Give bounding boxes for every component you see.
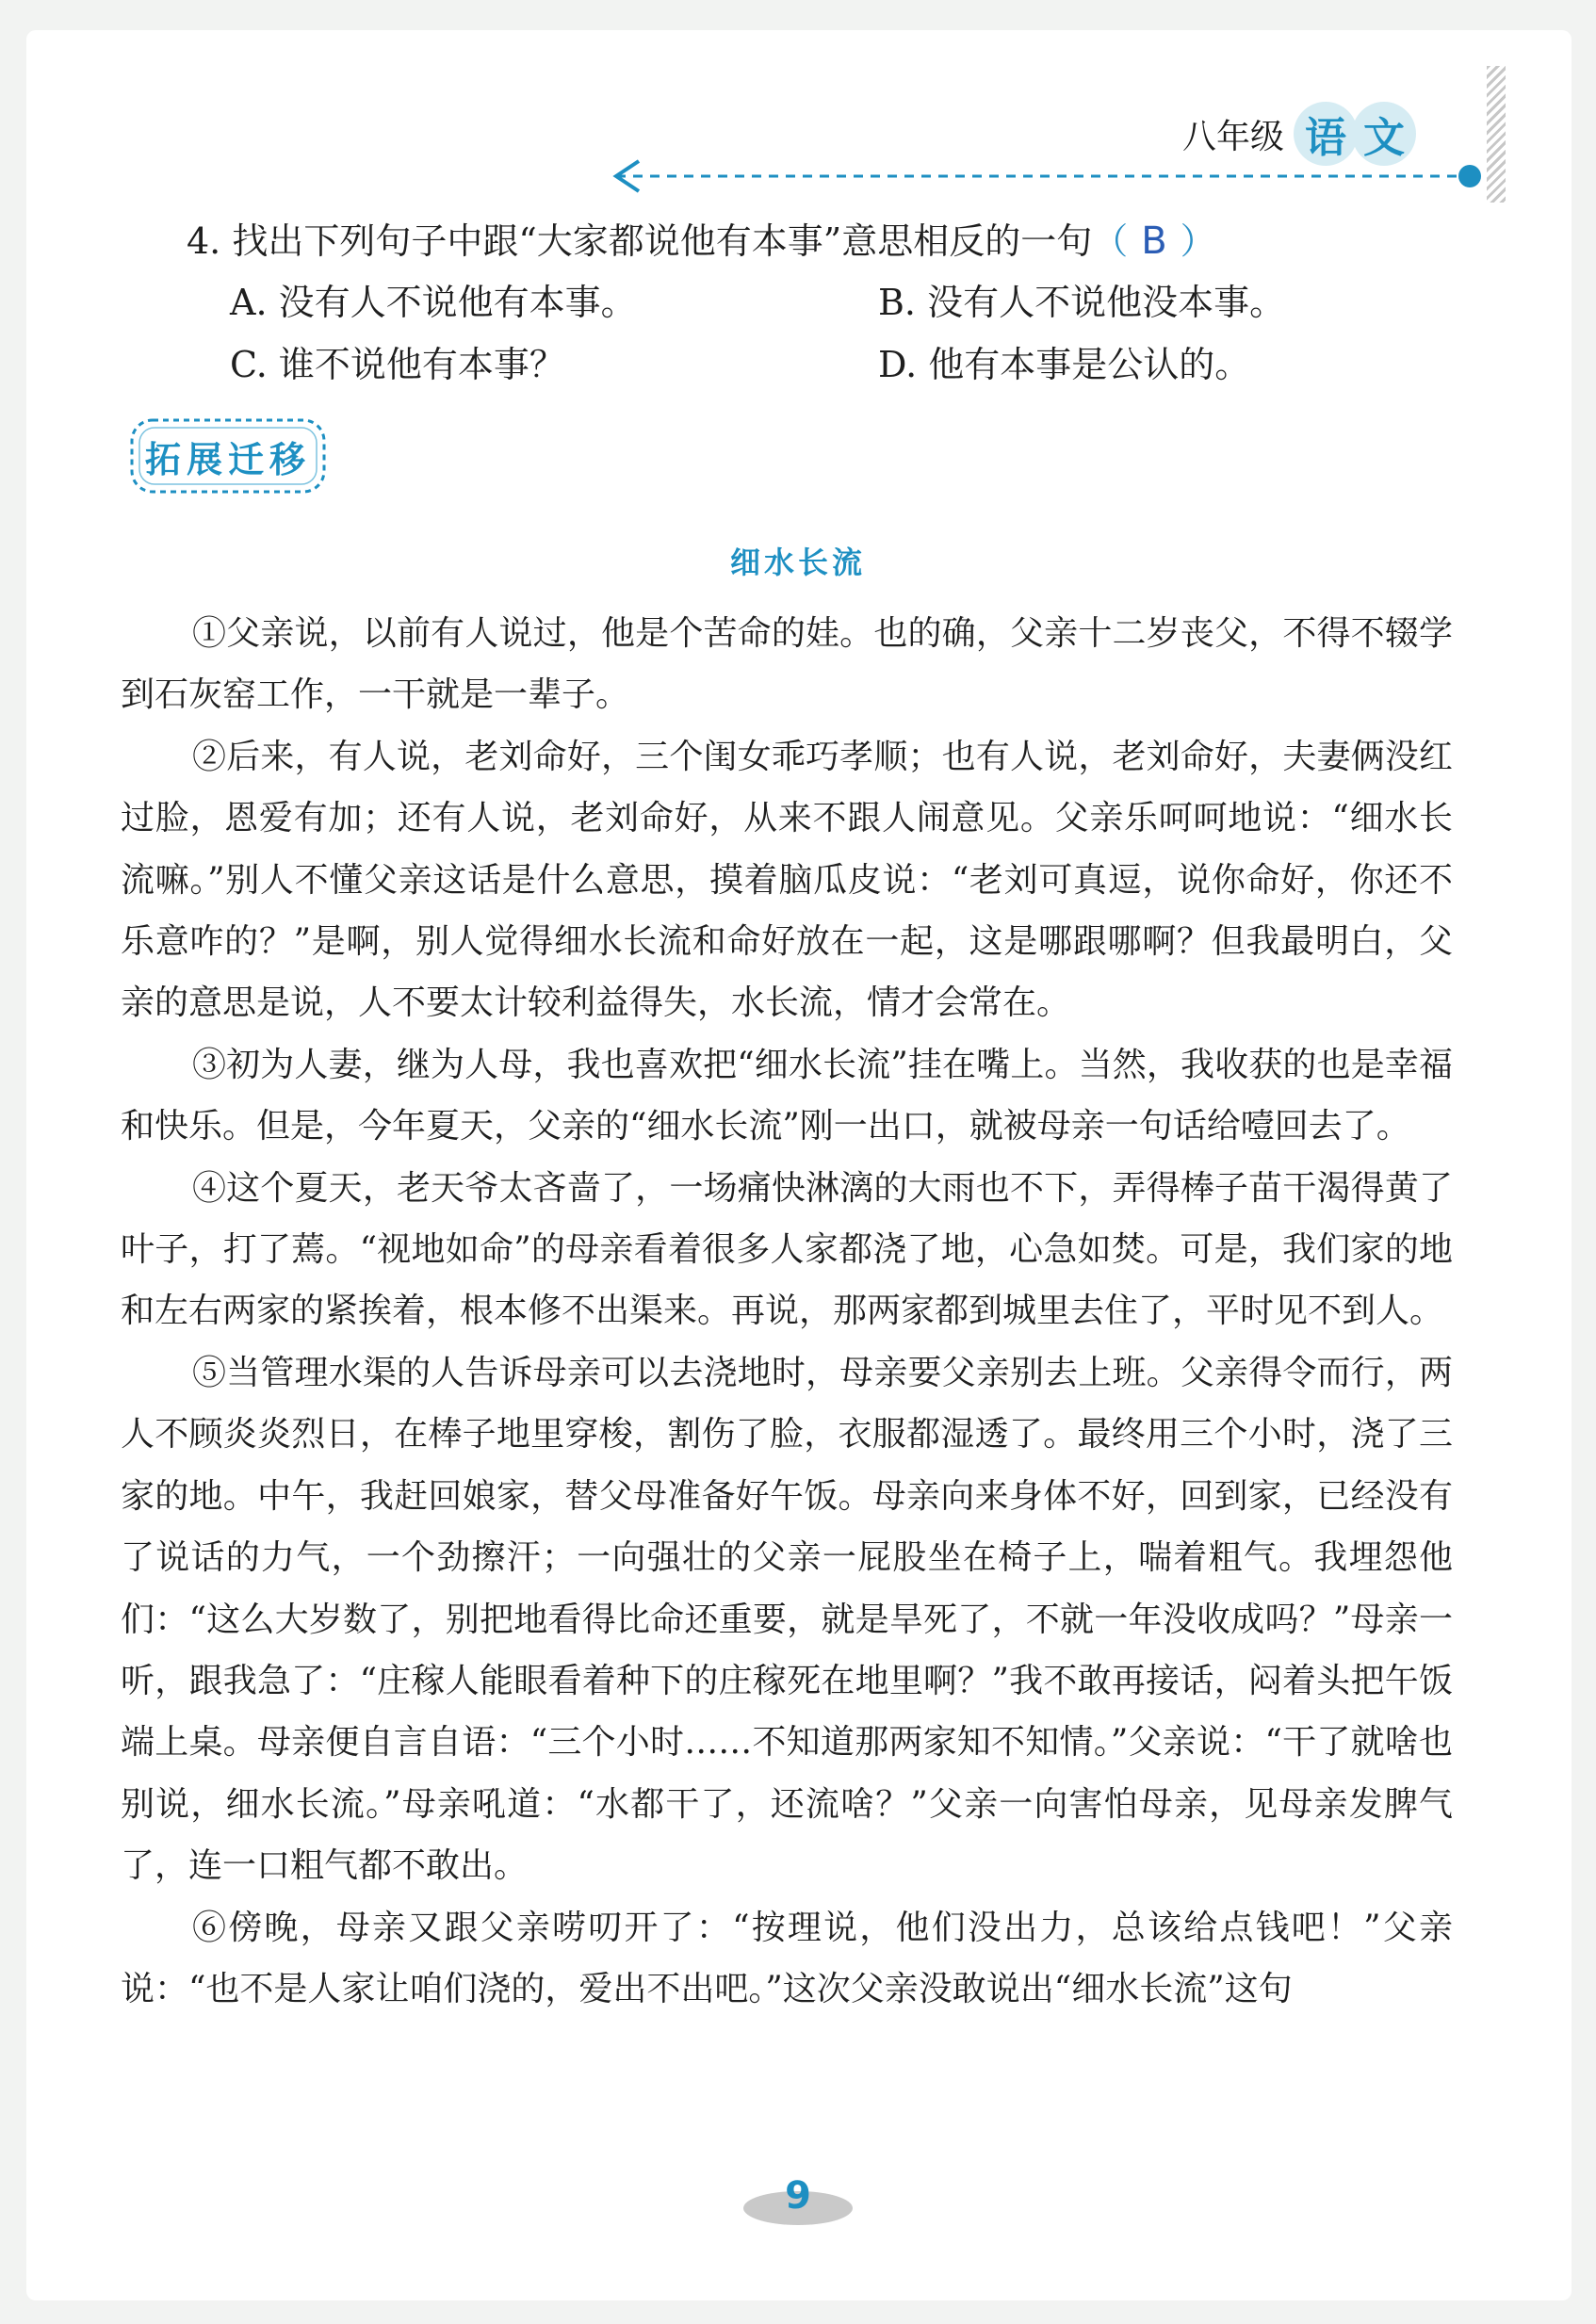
paragraph-5: ⑤当管理水渠的人告诉母亲可以去浇地时，母亲要父亲别去上班。父亲得令而行，两人不顾炎炎烈日，在棒子地里穿梭，割伤了脸，衣服都湿透了。最终用三个小时，浇了三家的地。中午，我赶回娘家，替父母准备好午饭。母亲向来身体不好，回到家，已经没有了说话的力气，一个劲擦汗；一向强壮的父亲一屁股坐在椅子上，喘着粗气。我埋怨他们：“这么大岁数了，别把地看得比命还重要，就是旱死了，不就一年没收成吗？”母亲一听，跟我急了：“庄稼人能眼看着种下的庄稼死在地里啊？”我不敢再接话，闷着头把午饭端上桌。母亲便自言自语：“三个小时……不知道那两家知不知情。”父亲说：“干了就啥也别说，细水长流。”母亲吼道：“水都干了，还流啥？”父亲一向害怕母亲，见母亲发脾气了，连一口粗气都不敢出。	[121, 1353, 1453, 1886]
answer-value: B	[1141, 219, 1167, 263]
corner-stripe-decoration	[1487, 66, 1506, 203]
subject-char-1: 语	[1294, 102, 1358, 166]
paragraph-4: ④这个夏天，老天爷太吝啬了，一场痛快淋漓的大雨也不下，弄得棒子苗干渴得黄了叶子，打了蔫。“视地如命”的母亲看着很多人家都浇了地，心急如焚。可是，我们家的地和左右两家的紧挨着，根本修不出渠来。再说，那两家都到城里去住了，平时见不到人。	[121, 1168, 1453, 1331]
page-number: 9	[785, 2174, 811, 2218]
header-arrow-line	[603, 151, 1489, 198]
arrow-end-dot-icon	[1458, 165, 1481, 187]
section-title: 拓展迁移	[144, 438, 311, 480]
paragraph-6: ⑥傍晚，母亲又跟父亲唠叨开了：“按理说，他们没出力，总该给点钱吧！”父亲说：“也不是人家让咱们浇的，爱出不出吧。”这次父亲没敢说出“细水长流”这句	[121, 1908, 1453, 2008]
article-title: 细水长流	[729, 544, 866, 580]
option-b: B. 没有人不说他没本事。	[878, 282, 1286, 323]
subject-char-2: 文	[1352, 102, 1416, 166]
article-body	[121, 603, 1453, 2020]
question-stem	[187, 219, 1216, 263]
question-text: 4. 找出下列句子中跟“大家都说他有本事”意思相反的一句	[187, 220, 1093, 262]
paragraph-1: ①父亲说，以前有人说过，他是个苦命的娃。也的确，父亲十二岁丧父，不得不辍学到石灰窑工作，一干就是一辈子。	[121, 614, 1453, 715]
grade-label: 八年级	[1182, 117, 1285, 156]
option-d: D. 他有本事是公认的。	[878, 344, 1251, 385]
answer-paren-close: ）	[1180, 220, 1216, 262]
paragraph-3: ③初为人妻，继为人母，我也喜欢把“细水长流”挂在嘴上。当然，我收获的也是幸福和快乐。但是，今年夏天，父亲的“细水长流”刚一出口，就被母亲一句话给噎回去了。	[121, 1045, 1453, 1146]
option-c: C. 谁不说他有本事？	[230, 344, 565, 385]
paragraph-2: ②后来，有人说，老刘命好，三个闺女乖巧孝顺；也有人说，老刘命好，夫妻俩没红过脸，恩爱有加；还有人说，老刘命好，从来不跟人闹意见。父亲乐呵呵地说：“细水长流嘛。”别人不懂父亲这话是什么意思，摸着脑瓜皮说：“老刘可真逗，说你命好，你还不乐意咋的？”是啊，别人觉得细水长流和命好放在一起，这是哪跟哪啊？但我最明白，父亲的意思是说，人不要太计较利益得失，水长流，情才会常在。	[121, 737, 1453, 1023]
option-a: A. 没有人不说他有本事。	[230, 282, 637, 323]
answer-paren-open: （	[1092, 220, 1129, 262]
